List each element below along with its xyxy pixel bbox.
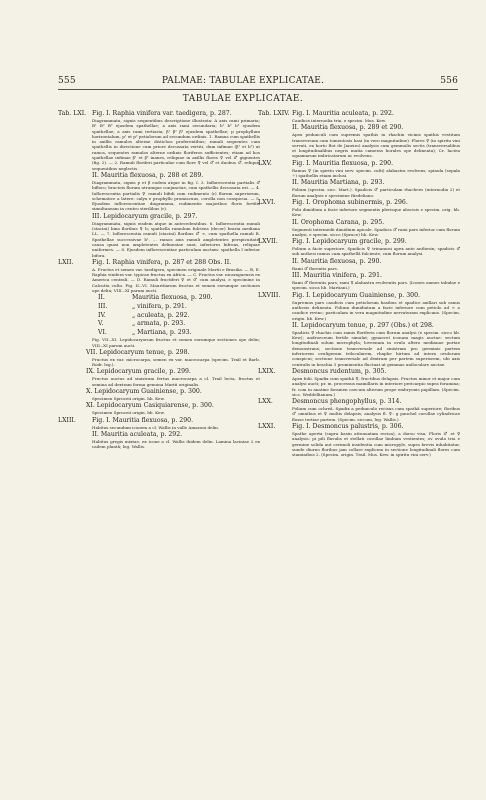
figure-heading: II. Mauritia Martiana, p. 293. [292, 179, 385, 187]
figure-heading: II. Mauritia flexuosa, p. 289 et 290. [292, 124, 404, 132]
figure-list-line [58, 312, 260, 321]
plate-entry [258, 423, 460, 457]
figure-entry [292, 423, 460, 457]
figure-heading: Fig. I. Mauritia flexuosa, p. 290. [92, 416, 194, 424]
figure-heading: II. Mauritia flexuosa, p. 288 et 289. [92, 171, 204, 179]
figure-list-line [58, 303, 260, 312]
plate-entry [58, 259, 260, 293]
figure-heading: II. Lepidocaryum tenue, p. 297 (Obs.) et 298. [292, 321, 434, 329]
plate-entry [258, 110, 460, 159]
figure-number: II. [98, 294, 105, 302]
figure-description: Ramus ♀ (in spiritu vini serv. specim. culti) alabastra evolvens, spinula (sepala ÷) spathellis etiam inclusi. [292, 167, 460, 179]
plate-label: LXVIII. [258, 291, 281, 299]
figure-title: „ aculeata, p. 292. [132, 311, 190, 319]
note-text: Fig. VII.–XI. Lepidocaryorum fructus et semen eorumque sectiones ope delin; VIII.–XI parum aucti. [92, 337, 260, 348]
figure-entry [86, 388, 260, 402]
plate-entry [58, 417, 260, 450]
figure-entry [86, 368, 260, 387]
figure-description: Apex folii. Spadix cum spathâ ♀, fructibus delapsis. Fructus minor et major cum analysi aucti; pr. m. processus mamillaris in interiore pericarpio supra foramina; fr. com in anatine foramen caecum alterum prope embryonis papillam. (Specim. sicc. Weddellianum.) [292, 375, 460, 397]
figure-title: Mauritia flexuosa, p. 290. [132, 294, 213, 302]
figure-heading: Fig. I. Mauritia aculeata, p. 292. [292, 110, 394, 117]
figure-entry [292, 322, 460, 367]
figure-heading: Fig. I. Raphia vinifera, p. 287 et 288 Obs. II. [92, 258, 232, 266]
figure-entry [92, 213, 260, 258]
plate-entry [58, 110, 260, 258]
figure-description: Diagrammata, signis sequentibus descriptione illustrata: A axis rami primaria; B¹ B² B³ ejusdem spathellae; a axis rami secundaria; b¹ b² b³ ejusdem spathellae; a axis rami tertiaria; β¹ β² β³ ejusdem spathellae; p prophyllum horizontalum, p¹ et p² petiolorum ad secundum ordinis. 1. Ramus cum spathellis in axillis ramulos alterne distichos proferentibus; ramuli sequentes cum spathellis in directione cum priore decussata vertiti, dum infimae (β¹ et b²) ut ramos, sequentes ramulos alterne ordinis floriferos sufficientes; etiam ad hos spathellae infimae β¹ et β² inanes, reliquae in axillis flores ♀ vel ♂ gignentes (fig. 2). — 2. Ramuli floriferi particulae cum flore ♀ vel ♂ et duobus ♂, reliquis sequentibus neglectis. [92, 118, 260, 171]
figure-entry [292, 272, 460, 291]
figure-description: Spadicis ♀ rhachis cum ramis floriferis cum florum analysi (e specim. sicco hb. Kew); androeceum fertile simulat; gynaeceí iconum magis auctae: sectum longitudinali solum microphyla; loveenum in ovulo altero medianae portae demonstrans; sectione transversale ad sinistram pro germinis partem inferiorem ovuligeram trilocularem, rhaphe hirtum ad intera ovulorum conspicui; sectione transversale ad dextram per partem superiorem, ubi axis centralis in brachia 3 prominentia fluctuat ut gemmas uniloculare auctae. [292, 329, 460, 367]
plate-entry [258, 160, 460, 198]
plate-label: LXV. [258, 159, 272, 167]
figure-description: Habitus gregis mixtae, ex icone a cl. Wallis ibidem delin. Lamina laciniae 2 ex cadem plantâ; leg. Wallis. [92, 438, 260, 450]
figure-description: Diagrammata, signis eisdem atque in antecedentibus. 6. Inflorescentia ramuli (stacini) bina floribus ♀ b; spathella ramulum fulciens (decor) braria mediana LL. — 7. Inflorescentia ramuli (stacini) floribus ♂ ∞, cum spathella ramuli B. Spathellae successivae b¹, ... ramos axis ramuli ampletentes perspicuitatis causa quasi non ampletentes delineatae sunt, inferiores bifrons, reliquae uniformes. — 8. Ejusdem inflorescentiae particulam auctam: spathella I inferior bifora. [92, 220, 260, 258]
right-column [258, 110, 460, 458]
figure-heading: Desmoncus phengophyllus, p. 314. [292, 398, 402, 406]
plate-label: Tab. LXIV. [258, 110, 290, 117]
figure-heading: III. Mauritia vinifera, p. 291. [292, 272, 382, 280]
figure-entry [292, 124, 460, 158]
figure-heading: Fig. I. Orophoma subinermis, p. 296. [292, 198, 408, 206]
figure-heading: VII. Lepidocaryum tenue, p. 298. [86, 348, 190, 356]
figure-description: A. Fructus et semen var. taedigera, specimen originale Martii e Brasilia. — B, E. Raphia vinifera var. typicae fructus ex Africa. — C. Fructus var. nicaraguensis ex America centrali. — D. Ramuli fructiferi ♀ et ♂ cum analysi, e specimine in Calcutta culto. Fig. II.–VI. Mauritiarum fructus et semen eorumque sectiones ope delin; VIII.–XI parum aucti. [92, 266, 260, 294]
figure-entry [292, 368, 460, 397]
figure-list-line [58, 329, 260, 338]
figure-entry [92, 417, 260, 430]
figure-heading: Fig. I. Mauritia flexuosa, p. 290. [292, 159, 394, 167]
figure-number: VI. [98, 328, 107, 336]
plate-label: Tab. LXI. [58, 110, 87, 117]
plate-entry [258, 292, 460, 367]
plate-label: LXVII. [258, 238, 278, 246]
figure-description: Diagrammata, signis p et β eodem atque in fig. I. 3. Inflorescentia partialis ♂ bifloro; bracteis florum utrumque conjunctae, cum spathellis decussata est. — 4. Inflorescentia partialis ♀ ramuli bifidi cum rudimento (r) florum superiorum, schematice a latere: calyx e prophyllo promiscuus, corolla non conspicua. — 5. Ejusdem inflorescentiae diagramma, rudimentis majoribus floris fertilis simultaneam in centro sterilibus (r). [92, 179, 260, 212]
figure-heading: II. Orophoma Carana, p. 295. [292, 218, 385, 226]
figure-description: Fructus ex var. microcarpa, semen ex var. macrocarpa (specim. Trail et Barb. Rodr. leg.). [92, 356, 260, 368]
plate-label: LXII. [58, 258, 74, 266]
plate-entry [258, 368, 460, 397]
figure-heading: XI. Lepidocaryum Casiquiarense, p. 300. [86, 402, 214, 410]
figure-entry [292, 398, 460, 422]
plate-label: LXIX. [258, 367, 276, 375]
plate-entry [258, 238, 460, 290]
figure-entry [92, 431, 260, 450]
figure-heading: Fig. I. Desmoncus palustris, p. 306. [292, 422, 404, 430]
figure-entry [292, 199, 460, 218]
figure-description: Fructus auctus ad sinistram fertus macrocarpa a cl. Trail lecta, fructus et semina ad dextram forma genuina Martii originalis. [92, 376, 260, 387]
plate-entry [258, 199, 460, 237]
figure-heading: III. Lepidocaryum gracile, p. 297. [92, 212, 198, 220]
figure-description: Habitus secundum iconem a cl. Wallis in valle Amazoni delin. [92, 424, 220, 430]
figure-heading: X. Lepidocaryum Guainiense, p. 300. [86, 388, 202, 396]
figure-description: Segmenti intermedii dimidium apicale. Spadicis ♂ rami pars inferior cum florum analysi, e specim. sicco (Spruce) hb. Kew. [292, 226, 460, 237]
figure-entry [292, 179, 460, 198]
figure-entry [92, 259, 260, 293]
figure-entry [292, 110, 460, 123]
figure-entry [92, 110, 260, 171]
figure-description: Rami ♂ florentis pars; rami ♀ alabastra evolventis pars. (Icones omnes tabulae e specim. sicca hb. Martiani.) [292, 280, 460, 291]
figure-title: „ armata, p. 293. [132, 320, 186, 328]
figure-entry [292, 238, 460, 257]
figure-entry [292, 160, 460, 179]
figure-description: Apex pedunculi cum supremis spathis in rhachin vicinis spathis vestitum transversum cum tomentosis hasi (in vero magnitudine). Flores ♀ (in spiritu vini servati, ex horto Bot de Janeiro) analysis cum gemmulis sectis (transversalibus et longitudinalibus negris mutia cameras borales ope delineata); Cr. lactea squamarum imbricatarum ac evolvens. [292, 132, 460, 159]
plate-label: LXX. [258, 398, 273, 406]
figure-number: III. [98, 302, 108, 310]
figure-entry [92, 172, 260, 212]
figure-description: Supremus pars caudicis cum petiolorum basibus et spadice axillari sub ramis anthesis delineata. Folium dimidiatum a facie inferiore cum petiolo ad ∞ a caudice revinc; particulam in vera magnitudine nervaturam explicans. (Specim. origin. hb. Kew.) [292, 299, 460, 321]
figure-heading: Fig. I. Raphia vinifera var. taedigera, p. 287. [92, 110, 232, 117]
plate-continued [58, 349, 260, 416]
right-page-number: 556 [440, 76, 458, 86]
running-title: PALMAE: TABULAE EXPLICATAE. [161, 76, 325, 86]
figure-heading: Fig. I. Lepidocaryum gracile, p. 299. [292, 238, 407, 246]
figure-entry [86, 402, 260, 416]
section-title: TABULAE EXPLICATAE. [182, 94, 304, 104]
figure-entry [292, 292, 460, 321]
figure-description: Folium cum ochreâ. Spadix a pedunculo recisus cum spathâ superiore; floribus ♂ omnibus et ♀ multis delapsis; analysis fl. ♀: g pauchel corollae cylindricae flosse tertiae partem. (Specim. siccum, leg. Wallis.) [292, 406, 460, 422]
figure-title: „ Martiana, p. 293. [132, 328, 192, 336]
plate-label: LXXI. [258, 422, 276, 430]
figure-description: Specimen Spruceii origin. hb. Kew. [92, 396, 165, 402]
figure-heading: Desmoncus rudentum, p. 305. [292, 367, 387, 375]
figure-heading: II. Mauritia aculeata, p. 292. [92, 430, 183, 438]
figure-number: IV. [98, 311, 106, 319]
figure-description: Caudicis internodia tria, e specim. Mus. Kew. [292, 118, 387, 123]
figure-description: Folium a facie superiore. Spadicis ♀ trinamosi apex ante anthesin; spadicis ♂ sub anthesi ramus cum spathellâ fulciente, cum florum analysi. [292, 246, 460, 257]
figure-description: Folii dimidium a facie inferiore segmentis plerisque abscisis e specim. orig. hb. Kew. [292, 206, 460, 218]
figure-heading: IX. Lepidocaryum gracile, p. 299. [86, 368, 191, 376]
figure-description: Spathe aperta (supra basin attenuatam recisa), a dorso visa. Floris ♂ et ♀ analysis: pi pili flavulis et stellati corollae limbum vestientes; ov ovula tria e germine solida aut cerimoli insidentia cum micropyle, supra brevis inhabitatur, sunde diurno floribus jam collare explicem in sectione longitudinali flores cum staminibus 2. (Specim. origin. Trail. Mus. Kew. in spiritu vini serv.) [292, 430, 460, 458]
header-rule [58, 89, 458, 90]
plate-label: LXIII. [58, 416, 76, 424]
figure-list-line [58, 320, 260, 329]
plate-note [58, 337, 260, 348]
figure-number: V. [98, 320, 104, 328]
plate-entry [258, 398, 460, 422]
figure-entry [86, 348, 260, 368]
left-page-number: 555 [58, 76, 76, 86]
left-column [58, 110, 260, 451]
figure-description: Folium (specim. sicc. Mart.). Spadicis ♂ particulam rhachees (internodia 2) et florum analysis e specimine Riedeliano. [292, 187, 460, 198]
figure-description: Specimen Spruceii origin. hb. Kew. [92, 410, 165, 416]
figure-title: „ vinifera, p. 291. [132, 302, 187, 310]
figure-entry [292, 258, 460, 271]
figure-list-line [58, 294, 260, 303]
figure-heading: II. Mauritia flexuosa, p. 290. [292, 257, 382, 265]
plate-label: LXVI. [258, 198, 276, 206]
figure-entry [292, 219, 460, 238]
figure-description: Rami ♂ florentis pars. [292, 265, 339, 271]
figure-heading: Fig. I. Lepidocaryum Guainiense, p. 300. [292, 291, 421, 299]
